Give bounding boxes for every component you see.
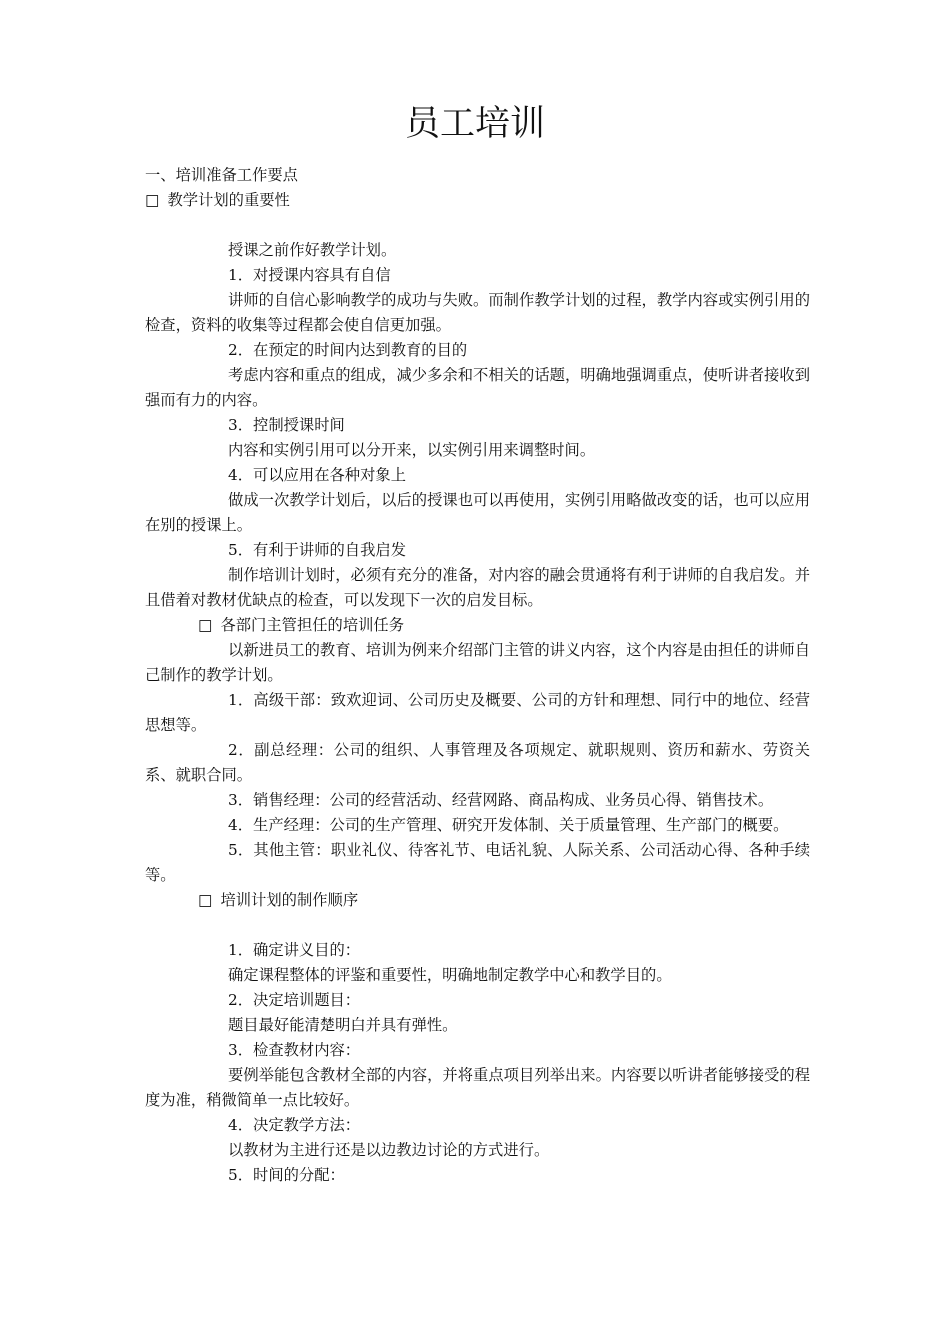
- item-head: 2．在预定的时间内达到教育的目的: [228, 341, 468, 359]
- step-text: 以教材为主进行还是以边教边讨论的方式进行。: [228, 1141, 550, 1159]
- document-body: [145, 163, 810, 1188]
- step-text: 确定课程整体的评鉴和重要性，明确地制定教学中心和教学目的。: [228, 966, 672, 984]
- subsection-label: 培训计划的制作顺序: [220, 891, 359, 909]
- subsection-heading-teaching-plan: [145, 188, 810, 213]
- paragraph: 以新进员工的教育、培训为例来介绍部门主管的讲义内容，这个内容是由担任的讲师自己制作的教学计划。: [145, 641, 810, 684]
- item-text: 做成一次教学计划后，以后的授课也可以再使用，实例引用略做改变的话，也可以应用在别的授课上。: [145, 491, 810, 534]
- document-title: 员工培训: [404, 104, 545, 144]
- checkbox-square-icon: □: [198, 891, 213, 909]
- step-head: 3．检查教材内容：: [228, 1041, 361, 1059]
- item-text: 制作培训计划时，必须有充分的准备，对内容的融会贯通将有利于讲师的自我启发。并且借着对教材优缺点的检查，可以发现下一次的启发目标。: [145, 566, 810, 609]
- section-heading: 一、培训准备工作要点: [145, 166, 298, 184]
- spacer: [145, 913, 810, 938]
- subsection-heading-plan-order: [145, 888, 810, 913]
- step-text: 要例举能包含教材全部的内容，并将重点项目列举出来。内容要以听讲者能够接受的程度为准，稍微简单一点比较好。: [145, 1066, 810, 1109]
- paragraph: 授课之前作好教学计划。: [228, 241, 397, 259]
- item-text: 讲师的自信心影响教学的成功与失败。而制作教学计划的过程，教学内容或实例引用的检查，资料的收集等过程都会使自信更加强。: [145, 291, 810, 334]
- item-text: 考虑内容和重点的组成，减少多余和不相关的话题，明确地强调重点，使听讲者接收到强而有力的内容。: [145, 366, 810, 409]
- checkbox-square-icon: □: [198, 616, 213, 634]
- step-head: 1．确定讲义目的：: [228, 941, 361, 959]
- role-item: 2．副总经理：公司的组织、人事管理及各项规定、就职规则、资历和薪水、劳资关系、就职合同。: [145, 741, 810, 784]
- item-head: 4．可以应用在各种对象上: [228, 466, 406, 484]
- subsection-heading-department-tasks: [145, 613, 810, 638]
- subsection-label: 教学计划的重要性: [167, 191, 290, 209]
- role-item: 4．生产经理：公司的生产管理、研究开发体制、关于质量管理、生产部门的概要。: [228, 816, 789, 834]
- step-text: 题目最好能清楚明白并具有弹性。: [228, 1016, 458, 1034]
- step-head: 4．决定教学方法：: [228, 1116, 361, 1134]
- step-head: 5．时间的分配：: [228, 1166, 345, 1184]
- role-item: 1．高级干部：致欢迎词、公司历史及概要、公司的方针和理想、同行中的地位、经营思想等。: [145, 691, 810, 734]
- item-head: 1．对授课内容具有自信: [228, 266, 391, 284]
- spacer: [145, 213, 810, 238]
- item-text: 内容和实例引用可以分开来，以实例引用来调整时间。: [228, 441, 596, 459]
- role-item: 3．销售经理：公司的经营活动、经营网路、商品构成、业务员心得、销售技术。: [228, 791, 774, 809]
- subsection-label: 各部门主管担任的培训任务: [220, 616, 405, 634]
- step-head: 2．决定培训题目：: [228, 991, 361, 1009]
- checkbox-square-icon: □: [145, 191, 160, 209]
- item-head: 5．有利于讲师的自我启发: [228, 541, 406, 559]
- role-item: 5．其他主管：职业礼仪、待客礼节、电话礼貌、人际关系、公司活动心得、各种手续等。: [145, 841, 810, 884]
- item-head: 3．控制授课时间: [228, 416, 345, 434]
